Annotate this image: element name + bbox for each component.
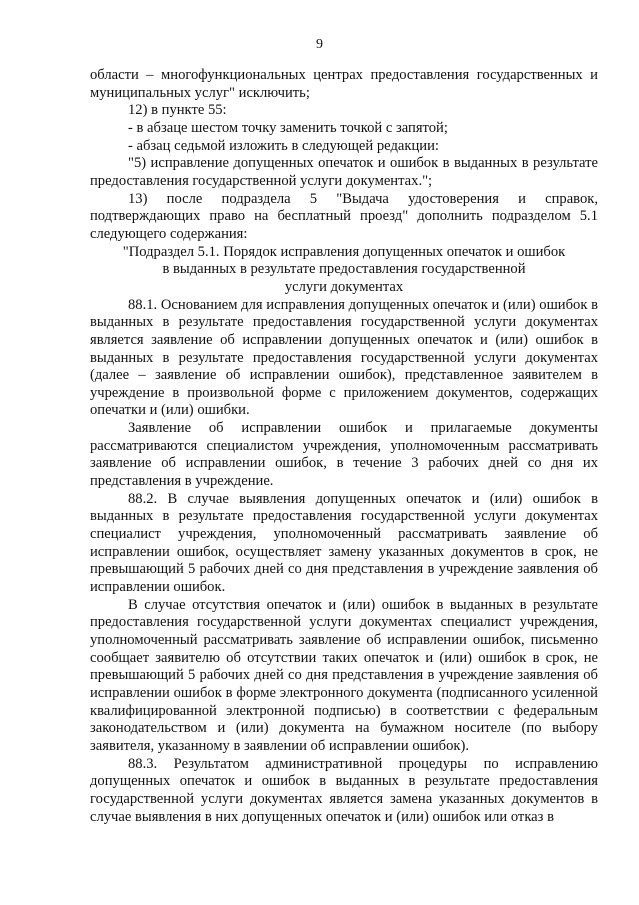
paragraph: 88.2. В случае выявления допущенных опечаток и (или) ошибок в выданных в результате предоставления государственной услуги документах специалист учреждения, уполномоченный рассматривать заявление об исправлении ошибок, осуществляет замену указанных документов в срок, не превышающий 5 рабочих дней со дня представления в учреждение заявления об исправлении ошибок. (90, 490, 598, 596)
page-number: 9 (316, 37, 323, 52)
paragraph: - в абзаце шестом точку заменить точкой с запятой; (128, 119, 448, 136)
section-title-line: услуги документах (284, 278, 404, 295)
paragraph: - абзац седьмой изложить в следующей редакции: (128, 137, 439, 154)
document-body (90, 67, 598, 826)
paragraph: области – многофункциональных центрах предоставления государственных и муниципальных услуг" исключить; (90, 67, 598, 101)
paragraph: 12) в пункте 55: (128, 102, 227, 119)
paragraph: 88.1. Основанием для исправления допущенных опечаток и (или) ошибок в выданных в результате предоставления государственной услуги документах является заявление об исправлении допущенных опечаток и (или) ошибок в выданных в результате предоставления государственной услуги документах (далее – заявление об исправлении ошибок), представленное заявителем в учреждение в произвольной форме с приложением документов, содержащих опечатки и (или) ошибки. (90, 296, 598, 419)
paragraph: "5) исправление допущенных опечаток и ошибок в выданных в результате предоставления государственной услуги документах."; (90, 155, 598, 189)
section-title-line: в выданных в результате предоставления государственной (162, 261, 526, 278)
paragraph: В случае отсутствия опечаток и (или) ошибок в выданных в результате предоставления государственной услуги документах специалист учреждения, уполномоченный рассматривать заявление об исправлении ошибок, письменно сообщает заявителю об отсутствии таких опечаток и (или) ошибок в срок, не превышающий 5 рабочих дней со дня представления в учреждение заявления об исправлении ошибок в форме электронного документа (подписанного усиленной квалифицированной электронной подписью) в соответствии с федеральным законодательством и (или) документа на бумажном носителе (по выбору заявителя, указанному в заявлении об исправлении ошибок). (90, 596, 598, 754)
paragraph: 13) после подраздела 5 "Выдача удостоверения и справок, подтверждающих право на бесплатный проезд" дополнить подразделом 5.1 следующего содержания: (90, 190, 598, 242)
paragraph: Заявление об исправлении ошибок и прилагаемые документы рассматриваются специалистом учреждения, уполномоченным рассматривать заявление об исправлении ошибок, в течение 3 рабочих дней со дня их представления в учреждение. (90, 420, 598, 490)
paragraph: 88.3. Результатом административной процедуры по исправлению допущенных опечаток и ошибок в выданных в результате предоставления государственной услуги документах является замена указанных документов в случае выявления в них допущенных опечаток и (или) ошибок или отказ в (90, 755, 598, 825)
section-title-line: "Подраздел 5.1. Порядок исправления допущенных опечаток и ошибок (122, 243, 566, 260)
